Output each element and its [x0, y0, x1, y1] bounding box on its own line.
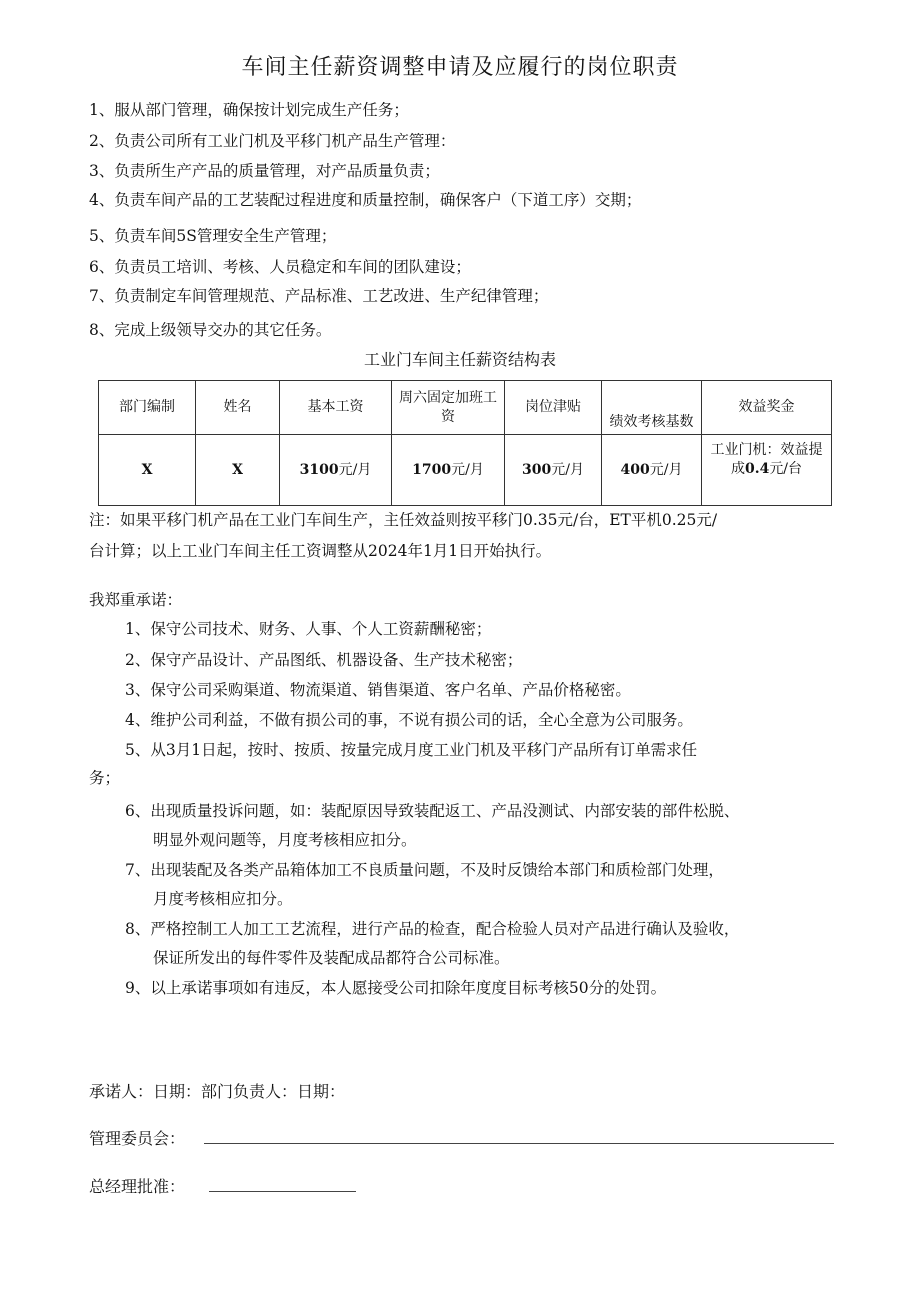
duty-item-2: 2、负责公司所有工业门机及平移门机产品生产管理： [89, 132, 456, 150]
duty-item-1: 1、服从部门管理，确保按计划完成生产任务； [89, 101, 409, 119]
header-allowance: 岗位津贴 [505, 381, 602, 435]
promise-heading: 我郑重承诺： [89, 591, 183, 609]
document-title: 车间主任薪资调整申请及应履行的岗位职责 [241, 55, 679, 80]
duty-item-5: 5、负责车间5S管理安全生产管理； [89, 227, 337, 245]
cell-dept: X [99, 435, 196, 506]
gm-signature-line [209, 1191, 356, 1192]
cell-performance-base: 400元/月 [602, 435, 702, 506]
cell-saturday-overtime: 1700元/月 [392, 435, 505, 506]
promisor-signature-line: 承诺人：日期：部门负责人：日期： [89, 1082, 346, 1101]
promise-item-6-continuation: 明显外观问题等，月度考核相应扣分。 [153, 831, 417, 849]
table-header-row [99, 381, 832, 435]
note-line-1: 注：如果平移门机产品在工业门车间生产，主任效益则按平移门0.35元/台，ET平机0.25元/ [89, 511, 718, 529]
duty-item-8: 8、完成上级领导交办的其它任务。 [89, 321, 332, 339]
duty-item-6: 6、负责员工培训、考核、人员稳定和车间的团队建设； [89, 258, 471, 276]
cell-bonus: 工业门机：效益提成0.4元/台 [702, 435, 832, 506]
promise-item-5-continuation: 务； [89, 769, 121, 787]
cell-base-salary: 3100元/月 [280, 435, 392, 506]
promise-item-7: 7、出现装配及各类产品箱体加工不良质量问题，不及时反馈给本部门和质检部门处理， [125, 861, 724, 879]
promise-item-2: 2、保守产品设计、产品图纸、机器设备、生产技术秘密； [125, 651, 523, 669]
cell-allowance: 300元/月 [505, 435, 602, 506]
salary-table-title: 工业门车间主任薪资结构表 [363, 350, 556, 369]
note-paragraph [89, 505, 849, 567]
promise-item-1: 1、保守公司技术、财务、人事、个人工资薪酬秘密； [125, 620, 492, 638]
promise-item-3: 3、保守公司采购渠道、物流渠道、销售渠道、客户名单、产品价格秘密。 [125, 681, 631, 699]
committee-signature-line [204, 1143, 834, 1144]
header-performance-base: 绩效考核基数 [602, 381, 702, 435]
cell-name: X [196, 435, 280, 506]
header-bonus: 效益奖金 [702, 381, 832, 435]
promise-item-5: 5、从3月1日起，按时、按质、按量完成月度工业门机及平移门产品所有订单需求任 [125, 741, 698, 759]
duty-item-4: 4、负责车间产品的工艺装配过程进度和质量控制，确保客户（下道工序）交期； [89, 191, 642, 209]
duty-item-3: 3、负责所生产产品的质量管理，对产品质量负责； [89, 162, 440, 180]
promise-item-7-continuation: 月度考核相应扣分。 [153, 890, 293, 908]
promise-item-8: 8、严格控制工人加工工艺流程，进行产品的检查，配合检验人员对产品进行确认及验收， [125, 920, 740, 938]
promise-item-9: 9、以上承诺事项如有违反，本人愿接受公司扣除年度度目标考核50分的处罚。 [125, 979, 667, 997]
committee-label: 管理委员会： [89, 1129, 186, 1148]
duty-item-7: 7、负责制定车间管理规范、产品标准、工艺改进、生产纪律管理； [89, 287, 549, 305]
promise-item-6: 6、出现质量投诉问题，如：装配原因导致装配返工、产品没测试、内部安装的部件松脱、 [125, 802, 740, 820]
salary-structure-table [98, 380, 832, 506]
note-line-2: 台计算；以上工业门车间主任工资调整从2024年1月1日开始执行。 [89, 542, 552, 560]
header-base-salary: 基本工资 [280, 381, 392, 435]
header-saturday-overtime: 周六固定加班工资 [392, 381, 505, 435]
table-row [99, 435, 832, 506]
promise-item-4: 4、维护公司利益，不做有损公司的事，不说有损公司的话，全心全意为公司服务。 [125, 711, 693, 729]
header-dept: 部门编制 [99, 381, 196, 435]
gm-approval-label: 总经理批准： [89, 1177, 186, 1196]
promise-item-8-continuation: 保证所发出的每件零件及装配成品都符合公司标准。 [153, 949, 510, 967]
header-name: 姓名 [196, 381, 280, 435]
